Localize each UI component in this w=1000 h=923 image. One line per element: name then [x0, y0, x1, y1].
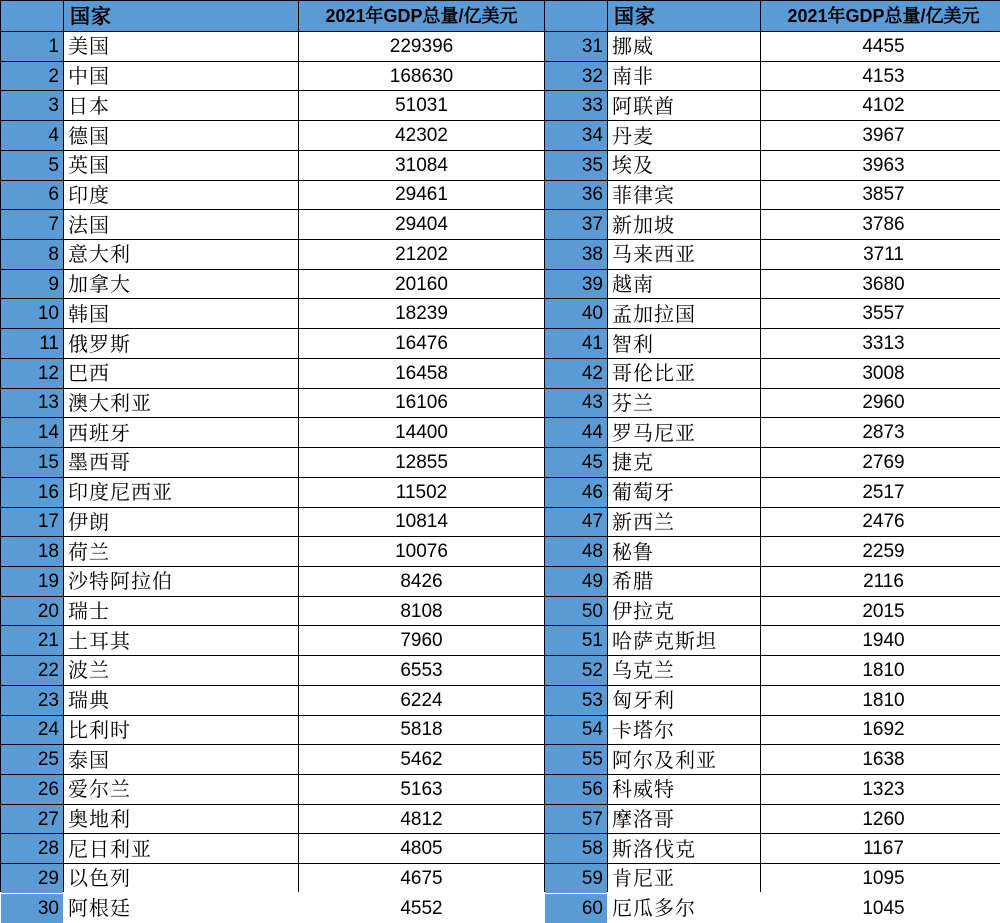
country-cell: 捷克 — [608, 448, 760, 477]
country-cell: 墨西哥 — [64, 448, 298, 477]
country-cell: 以色列 — [64, 864, 298, 893]
rank-cell: 37 — [545, 210, 607, 239]
country-cell: 土耳其 — [64, 626, 298, 655]
country-cell: 斯洛伐克 — [608, 834, 760, 863]
country-cell: 奥地利 — [64, 805, 298, 834]
rank-cell: 7 — [1, 210, 63, 239]
rank-cell: 19 — [1, 567, 63, 596]
country-cell: 瑞典 — [64, 686, 298, 715]
gdp-cell: 5462 — [299, 745, 544, 774]
country-cell: 中国 — [64, 62, 298, 91]
rank-cell: 58 — [545, 834, 607, 863]
country-cell: 泰国 — [64, 745, 298, 774]
gdp-cell: 10076 — [299, 537, 544, 566]
country-cell: 伊拉克 — [608, 597, 760, 626]
gdp-cell: 8108 — [299, 597, 544, 626]
gdp-cell: 3786 — [761, 210, 1000, 239]
rank-cell: 17 — [1, 508, 63, 537]
gdp-cell: 18239 — [299, 299, 544, 328]
gdp-cell: 2873 — [761, 418, 1000, 447]
gdp-cell: 4102 — [761, 91, 1000, 120]
header-rank-cell-left — [1, 1, 63, 31]
rank-cell: 51 — [545, 626, 607, 655]
country-cell: 韩国 — [64, 299, 298, 328]
rank-cell: 6 — [1, 181, 63, 210]
rank-cell: 27 — [1, 805, 63, 834]
rank-cell: 38 — [545, 240, 607, 269]
gdp-cell: 8426 — [299, 567, 544, 596]
rank-cell: 2 — [1, 62, 63, 91]
country-cell: 肯尼亚 — [608, 864, 760, 893]
rank-cell: 12 — [1, 359, 63, 388]
gdp-cell: 1167 — [761, 834, 1000, 863]
country-cell: 新加坡 — [608, 210, 760, 239]
rank-cell: 34 — [545, 121, 607, 150]
gdp-cell: 42302 — [299, 121, 544, 150]
rank-cell: 18 — [1, 537, 63, 566]
rank-cell: 4 — [1, 121, 63, 150]
country-cell: 沙特阿拉伯 — [64, 567, 298, 596]
rank-cell: 5 — [1, 151, 63, 180]
gdp-cell: 7960 — [299, 626, 544, 655]
country-cell: 芬兰 — [608, 389, 760, 418]
country-cell: 印度尼西亚 — [64, 478, 298, 507]
gdp-cell: 29461 — [299, 181, 544, 210]
country-cell: 乌克兰 — [608, 656, 760, 685]
gdp-cell: 4153 — [761, 62, 1000, 91]
rank-cell: 11 — [1, 329, 63, 358]
rank-cell: 45 — [545, 448, 607, 477]
gdp-cell: 3008 — [761, 359, 1000, 388]
country-cell: 智利 — [608, 329, 760, 358]
gdp-cell: 1045 — [761, 894, 1000, 923]
country-cell: 西班牙 — [64, 418, 298, 447]
header-gdp-left: 2021年GDP总量/亿美元 — [299, 1, 544, 31]
rank-cell: 30 — [1, 894, 63, 923]
rank-cell: 20 — [1, 597, 63, 626]
gdp-cell: 6553 — [299, 656, 544, 685]
country-cell: 爱尔兰 — [64, 775, 298, 804]
gdp-cell: 51031 — [299, 91, 544, 120]
country-cell: 南非 — [608, 62, 760, 91]
country-cell: 葡萄牙 — [608, 478, 760, 507]
rank-cell: 35 — [545, 151, 607, 180]
country-cell: 俄罗斯 — [64, 329, 298, 358]
gdp-cell: 2259 — [761, 537, 1000, 566]
country-cell: 波兰 — [64, 656, 298, 685]
gdp-cell: 3857 — [761, 181, 1000, 210]
rank-cell: 29 — [1, 864, 63, 893]
country-cell: 巴西 — [64, 359, 298, 388]
gdp-cell: 6224 — [299, 686, 544, 715]
country-cell: 摩洛哥 — [608, 805, 760, 834]
gdp-cell: 1810 — [761, 686, 1000, 715]
rank-cell: 56 — [545, 775, 607, 804]
gdp-cell: 2476 — [761, 508, 1000, 537]
gdp-cell: 1940 — [761, 626, 1000, 655]
gdp-cell: 1095 — [761, 864, 1000, 893]
rank-cell: 32 — [545, 62, 607, 91]
country-cell: 希腊 — [608, 567, 760, 596]
country-cell: 哈萨克斯坦 — [608, 626, 760, 655]
gdp-cell: 5163 — [299, 775, 544, 804]
rank-cell: 52 — [545, 656, 607, 685]
country-cell: 阿尔及利亚 — [608, 745, 760, 774]
rank-cell: 23 — [1, 686, 63, 715]
rank-cell: 60 — [545, 894, 607, 923]
rank-cell: 3 — [1, 91, 63, 120]
country-cell: 秘鲁 — [608, 537, 760, 566]
gdp-cell: 5818 — [299, 716, 544, 745]
gdp-cell: 16458 — [299, 359, 544, 388]
rank-cell: 40 — [545, 299, 607, 328]
header-rank-cell-right — [545, 1, 607, 31]
rank-cell: 59 — [545, 864, 607, 893]
gdp-cell: 2116 — [761, 567, 1000, 596]
gdp-cell: 4812 — [299, 805, 544, 834]
country-cell: 挪威 — [608, 32, 760, 61]
gdp-cell: 4675 — [299, 864, 544, 893]
header-country-right: 国家 — [608, 1, 760, 31]
country-cell: 埃及 — [608, 151, 760, 180]
rank-cell: 42 — [545, 359, 607, 388]
rank-cell: 54 — [545, 716, 607, 745]
country-cell: 法国 — [64, 210, 298, 239]
rank-cell: 15 — [1, 448, 63, 477]
country-cell: 德国 — [64, 121, 298, 150]
header-country-left: 国家 — [64, 1, 298, 31]
rank-cell: 16 — [1, 478, 63, 507]
rank-cell: 46 — [545, 478, 607, 507]
rank-cell: 13 — [1, 389, 63, 418]
rank-cell: 21 — [1, 626, 63, 655]
country-cell: 日本 — [64, 91, 298, 120]
rank-cell: 14 — [1, 418, 63, 447]
gdp-cell: 229396 — [299, 32, 544, 61]
gdp-cell: 20160 — [299, 270, 544, 299]
gdp-cell: 11502 — [299, 478, 544, 507]
rank-cell: 43 — [545, 389, 607, 418]
country-cell: 厄瓜多尔 — [608, 894, 760, 923]
rank-cell: 28 — [1, 834, 63, 863]
gdp-cell: 16476 — [299, 329, 544, 358]
gdp-cell: 3680 — [761, 270, 1000, 299]
header-gdp-right: 2021年GDP总量/亿美元 — [761, 1, 1000, 31]
gdp-cell: 29404 — [299, 210, 544, 239]
rank-cell: 1 — [1, 32, 63, 61]
gdp-cell: 31084 — [299, 151, 544, 180]
gdp-cell: 3967 — [761, 121, 1000, 150]
gdp-cell: 4805 — [299, 834, 544, 863]
country-cell: 瑞士 — [64, 597, 298, 626]
country-cell: 阿联酋 — [608, 91, 760, 120]
country-cell: 尼日利亚 — [64, 834, 298, 863]
rank-cell: 44 — [545, 418, 607, 447]
country-cell: 澳大利亚 — [64, 389, 298, 418]
gdp-cell: 1810 — [761, 656, 1000, 685]
rank-cell: 48 — [545, 537, 607, 566]
gdp-cell: 3313 — [761, 329, 1000, 358]
gdp-cell: 1323 — [761, 775, 1000, 804]
rank-cell: 22 — [1, 656, 63, 685]
rank-cell: 49 — [545, 567, 607, 596]
rank-cell: 33 — [545, 91, 607, 120]
rank-cell: 50 — [545, 597, 607, 626]
country-cell: 马来西亚 — [608, 240, 760, 269]
gdp-cell: 12855 — [299, 448, 544, 477]
gdp-cell: 21202 — [299, 240, 544, 269]
gdp-cell: 2769 — [761, 448, 1000, 477]
country-cell: 英国 — [64, 151, 298, 180]
country-cell: 加拿大 — [64, 270, 298, 299]
rank-cell: 26 — [1, 775, 63, 804]
rank-cell: 31 — [545, 32, 607, 61]
gdp-cell: 1260 — [761, 805, 1000, 834]
country-cell: 科威特 — [608, 775, 760, 804]
country-cell: 新西兰 — [608, 508, 760, 537]
gdp-cell: 168630 — [299, 62, 544, 91]
gdp-cell: 2517 — [761, 478, 1000, 507]
country-cell: 匈牙利 — [608, 686, 760, 715]
gdp-cell: 4552 — [299, 894, 544, 923]
gdp-cell: 3711 — [761, 240, 1000, 269]
rank-cell: 53 — [545, 686, 607, 715]
country-cell: 美国 — [64, 32, 298, 61]
country-cell: 卡塔尔 — [608, 716, 760, 745]
rank-cell: 25 — [1, 745, 63, 774]
gdp-cell: 3963 — [761, 151, 1000, 180]
gdp-cell: 2960 — [761, 389, 1000, 418]
rank-cell: 55 — [545, 745, 607, 774]
country-cell: 意大利 — [64, 240, 298, 269]
rank-cell: 57 — [545, 805, 607, 834]
gdp-cell: 1638 — [761, 745, 1000, 774]
rank-cell: 36 — [545, 181, 607, 210]
gdp-cell: 2015 — [761, 597, 1000, 626]
gdp-cell: 10814 — [299, 508, 544, 537]
gdp-cell: 3557 — [761, 299, 1000, 328]
country-cell: 丹麦 — [608, 121, 760, 150]
gdp-cell: 14400 — [299, 418, 544, 447]
country-cell: 菲律宾 — [608, 181, 760, 210]
country-cell: 比利时 — [64, 716, 298, 745]
country-cell: 孟加拉国 — [608, 299, 760, 328]
rank-cell: 24 — [1, 716, 63, 745]
country-cell: 印度 — [64, 181, 298, 210]
country-cell: 荷兰 — [64, 537, 298, 566]
country-cell: 哥伦比亚 — [608, 359, 760, 388]
country-cell: 罗马尼亚 — [608, 418, 760, 447]
gdp-cell: 16106 — [299, 389, 544, 418]
rank-cell: 41 — [545, 329, 607, 358]
rank-cell: 8 — [1, 240, 63, 269]
country-cell: 越南 — [608, 270, 760, 299]
rank-cell: 39 — [545, 270, 607, 299]
gdp-cell: 4455 — [761, 32, 1000, 61]
country-cell: 伊朗 — [64, 508, 298, 537]
rank-cell: 47 — [545, 508, 607, 537]
gdp-cell: 1692 — [761, 716, 1000, 745]
rank-cell: 10 — [1, 299, 63, 328]
rank-cell: 9 — [1, 270, 63, 299]
country-cell: 阿根廷 — [64, 894, 298, 923]
